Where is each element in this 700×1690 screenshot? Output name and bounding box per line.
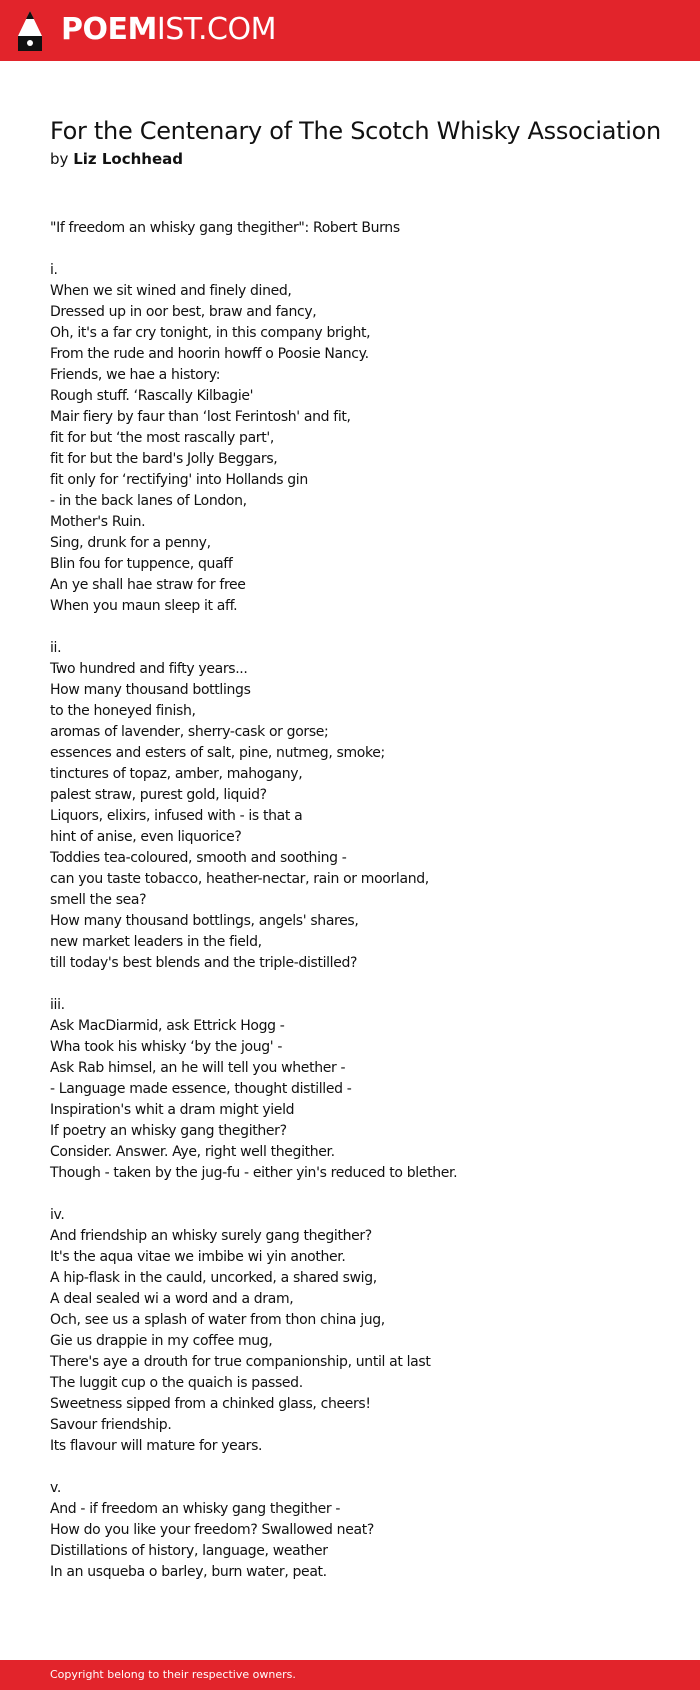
poem-line: Mother's Ruin.	[50, 514, 146, 530]
poem-line: Gie us drappie in my coffee mug,	[50, 1333, 273, 1349]
pencil-icon[interactable]	[17, 9, 43, 53]
poem-line: There's aye a drouth for true companionship, until at last	[50, 1354, 431, 1370]
poem-line: If poetry an whisky gang thegither?	[50, 1123, 287, 1139]
poem-line: Dressed up in oor best, braw and fancy,	[50, 304, 317, 320]
stanza-break	[50, 1457, 670, 1478]
poem-line: When we sit wined and finely dined,	[50, 283, 292, 299]
poem-line: Toddies tea-coloured, smooth and soothing -	[50, 850, 347, 866]
poem-line: In an usqueba o barley, burn water, peat.	[50, 1564, 327, 1580]
poem-line: i.	[50, 262, 58, 278]
poem-line: can you taste tobacco, heather-nectar, rain or moorland,	[50, 871, 429, 887]
logo-light-text: IST.COM	[156, 12, 276, 47]
poem-line: How do you like your freedom? Swallowed neat?	[50, 1522, 374, 1538]
poem-line: Blin fou for tuppence, quaff	[50, 556, 233, 572]
poem-line: The luggit cup o the quaich is passed.	[50, 1375, 303, 1391]
poem-line: A deal sealed wi a word and a dram,	[50, 1291, 294, 1307]
poem-line: - Language made essence, thought distilled -	[50, 1081, 352, 1097]
poem-title: For the Centenary of The Scotch Whisky Association	[50, 117, 661, 145]
poem-line: Sing, drunk for a penny,	[50, 535, 211, 551]
poem-line: fit only for ‘rectifying' into Hollands gin	[50, 472, 308, 488]
poem-body	[50, 218, 670, 1583]
poem-line: Savour friendship.	[50, 1417, 172, 1433]
site-footer	[0, 1660, 700, 1690]
poem-line: Though - taken by the jug-fu - either yin's reduced to blether.	[50, 1165, 458, 1181]
poem-line: An ye shall hae straw for free	[50, 577, 246, 593]
stanza-break	[50, 617, 670, 638]
poem-line: iv.	[50, 1207, 65, 1223]
poem-line: And friendship an whisky surely gang thegither?	[50, 1228, 372, 1244]
poem-line: A hip-flask in the cauld, uncorked, a shared swig,	[50, 1270, 377, 1286]
poem-line: Wha took his whisky ‘by the joug' -	[50, 1039, 283, 1055]
poem-line: And - if freedom an whisky gang thegither -	[50, 1501, 341, 1517]
poem-line: to the honeyed finish,	[50, 703, 196, 719]
poem-line: v.	[50, 1480, 61, 1496]
poem-line: Consider. Answer. Aye, right well thegither.	[50, 1144, 335, 1160]
poem-line: palest straw, purest gold, liquid?	[50, 787, 267, 803]
stanza-break	[50, 239, 670, 260]
poem-line: Distillations of history, language, weather	[50, 1543, 328, 1559]
copyright-notice: Copyright belong to their respective owners.	[50, 1668, 296, 1681]
author-name: Liz Lochhead	[73, 150, 183, 168]
logo-strong-text: POEM	[61, 12, 157, 47]
poem-line: fit for but ‘the most rascally part',	[50, 430, 274, 446]
site-logo[interactable]	[61, 10, 276, 50]
poem-line: tinctures of topaz, amber, mahogany,	[50, 766, 303, 782]
poem-line: Och, see us a splash of water from thon china jug,	[50, 1312, 385, 1328]
poem-line: When you maun sleep it aff.	[50, 598, 238, 614]
poem-line: new market leaders in the field,	[50, 934, 262, 950]
poem-line: "If freedom an whisky gang thegither": Robert Burns	[50, 220, 400, 236]
poem-line: iii.	[50, 997, 65, 1013]
poem-line: hint of anise, even liquorice?	[50, 829, 242, 845]
poem-line: Sweetness sipped from a chinked glass, cheers!	[50, 1396, 371, 1412]
poem-line: ii.	[50, 640, 62, 656]
poem-line: smell the sea?	[50, 892, 147, 908]
poem-line: Liquors, elixirs, infused with - is that a	[50, 808, 303, 824]
poem-line: Inspiration's whit a dram might yield	[50, 1102, 295, 1118]
poem-line: How many thousand bottlings	[50, 682, 251, 698]
poem-line: - in the back lanes of London,	[50, 493, 247, 509]
poem-line: Friends, we hae a history:	[50, 367, 221, 383]
poem-line: From the rude and hoorin howff o Poosie Nancy.	[50, 346, 369, 362]
stanza-break	[50, 974, 670, 995]
by-label: by	[50, 150, 69, 168]
poem-line: essences and esters of salt, pine, nutmeg, smoke;	[50, 745, 385, 761]
poem-line: Ask MacDiarmid, ask Ettrick Hogg -	[50, 1018, 285, 1034]
poem-line: It's the aqua vitae we imbibe wi yin another.	[50, 1249, 346, 1265]
poem-line: till today's best blends and the triple-distilled?	[50, 955, 358, 971]
site-header	[0, 0, 700, 61]
poem-line: Rough stuff. ‘Rascally Kilbagie'	[50, 388, 254, 404]
poem-line: Mair fiery by faur than ‘lost Ferintosh' and fit,	[50, 409, 351, 425]
poem-line: fit for but the bard's Jolly Beggars,	[50, 451, 278, 467]
poem-line: aromas of lavender, sherry-cask or gorse;	[50, 724, 329, 740]
poem-line: Two hundred and fifty years...	[50, 661, 248, 677]
poem-line: Its flavour will mature for years.	[50, 1438, 263, 1454]
poem-line: Ask Rab himsel, an he will tell you whether -	[50, 1060, 346, 1076]
stanza-break	[50, 1184, 670, 1205]
poem-line: Oh, it's a far cry tonight, in this company bright,	[50, 325, 371, 341]
poem-line: How many thousand bottlings, angels' shares,	[50, 913, 359, 929]
byline	[50, 147, 183, 171]
